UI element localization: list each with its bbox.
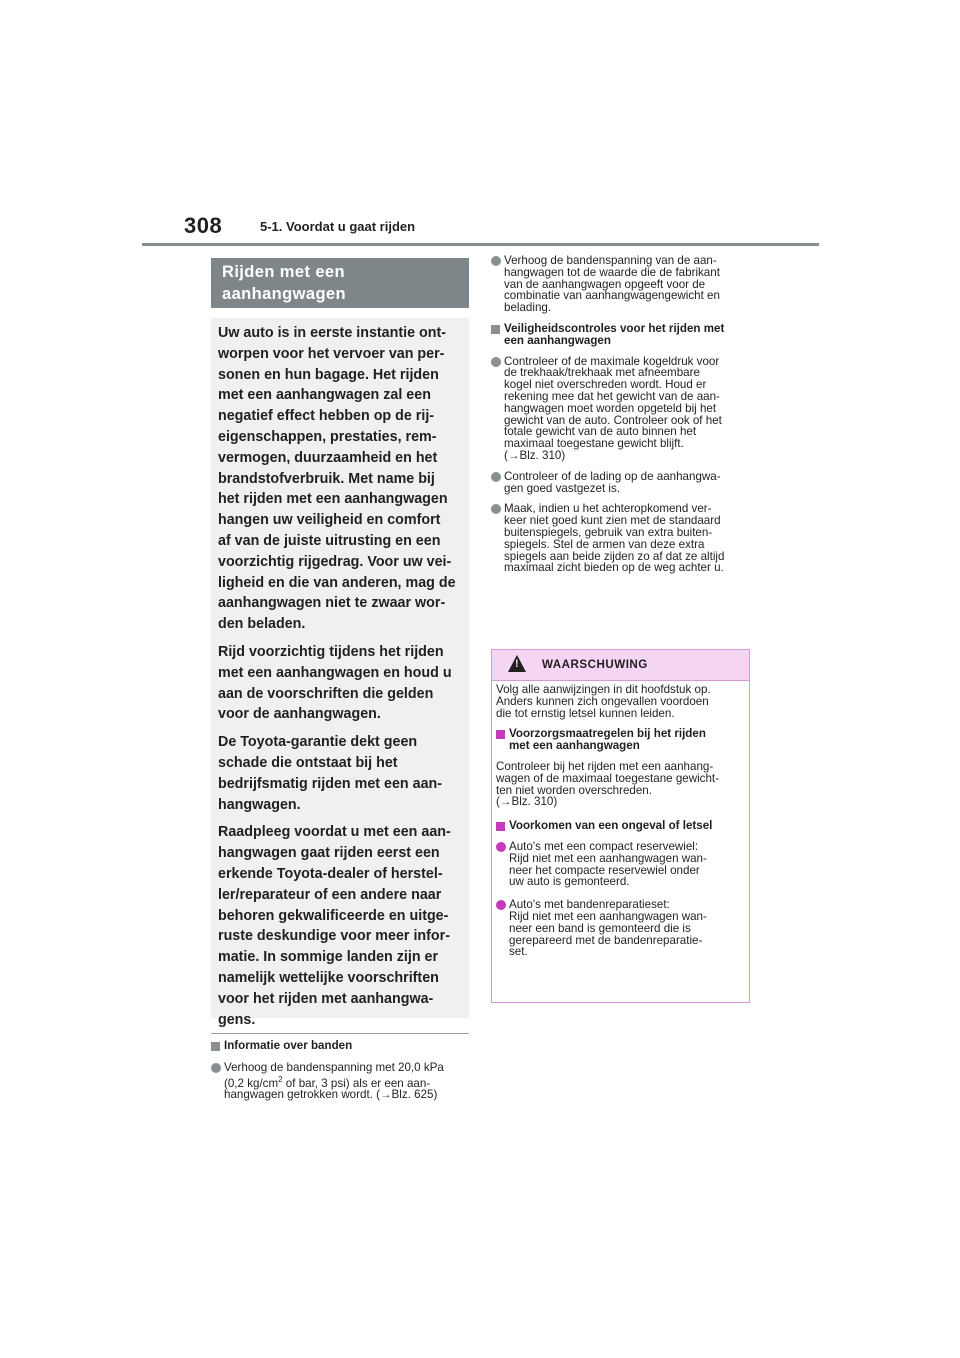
warning-text xyxy=(496,761,719,808)
bullet-item xyxy=(491,255,761,314)
intro-paragraph xyxy=(218,642,461,725)
intro-box xyxy=(211,318,469,1028)
safety-heading xyxy=(491,323,761,347)
intro-line: matie. In sommige landen zijn er xyxy=(218,949,439,966)
intro-line: negatief effect hebben op de rij- xyxy=(218,408,435,425)
text-line: spiegels aan beide zijden zo af dat ze altijd xyxy=(504,549,725,563)
text-line: met een aanhangwagen xyxy=(509,739,640,753)
round-bullet-icon xyxy=(491,357,501,367)
page-number: 308 xyxy=(184,213,223,238)
text-line: Rijd niet met een aanhangwagen wan- xyxy=(509,851,707,865)
intro-line: vermogen, duurzaamheid en het xyxy=(218,449,438,466)
section-heading xyxy=(211,258,469,308)
intro-line: voor het rijden met aanhangwa- xyxy=(218,990,434,1007)
superscript: 2 xyxy=(278,1074,283,1084)
section-label: 5-1. Voordat u gaat rijden xyxy=(260,219,416,234)
text-line: (→Blz. 310) xyxy=(504,448,566,462)
tyres-line: Verhoog de bandenspanning met 20,0 kPa xyxy=(224,1060,444,1074)
intro-line: Rijd voorzichtig tijdens het rijden xyxy=(218,643,444,660)
tyres-bullet xyxy=(211,1062,471,1101)
intro-line: hangwagen gaat rijden eerst een xyxy=(218,845,440,862)
bullet-item xyxy=(491,471,761,495)
warning-title: WAARSCHUWING xyxy=(542,658,648,671)
text-line: Voorkomen van een ongeval of letsel xyxy=(509,819,713,833)
round-bullet-icon xyxy=(491,256,501,266)
text-line: Auto's met een compact reservewiel: xyxy=(509,839,699,853)
text-line: rekening mee dat het gewicht van de aan- xyxy=(504,389,720,403)
intro-line: voor de aanhangwagen. xyxy=(218,706,381,723)
bullet-item xyxy=(491,356,761,462)
warning-header xyxy=(492,650,749,681)
square-bullet-icon xyxy=(496,730,505,739)
round-bullet-icon xyxy=(491,504,501,514)
intro-line: voorzichtig rijgedrag. Voor uw vei- xyxy=(218,553,452,570)
intro-line: behoren gekwalificeerde en uitge- xyxy=(218,907,449,924)
text-line: (→Blz. 310) xyxy=(496,795,558,809)
intro-line: eigenschappen, prestaties, rem- xyxy=(218,428,437,445)
text-line: buitenspiegels, gebruik van extra buiten- xyxy=(504,525,713,539)
square-bullet-icon xyxy=(211,1042,220,1051)
intro-line: namelijk wettelijke voorschriften xyxy=(218,969,439,986)
intro-line: hangen uw veiligheid en comfort xyxy=(218,512,441,529)
intro-paragraph xyxy=(218,732,461,815)
header-rule xyxy=(142,243,819,246)
intro-line: worpen voor het vervoer van per- xyxy=(218,345,445,362)
intro-line: af van de juiste uitrusting en een xyxy=(218,532,441,549)
tyres-line: hangwagen getrokken wordt. (→Blz. 625) xyxy=(224,1088,438,1102)
tyres-line-part: of bar, 3 psi) als er een aan- xyxy=(282,1076,431,1090)
intro-line: Uw auto is in eerste instantie ont- xyxy=(218,325,446,341)
text-line: Controleer bij het rijden met een aanhang- xyxy=(496,759,714,773)
warning-triangle-icon xyxy=(508,655,526,672)
text-line: maximaal toegestane gewicht blijft. xyxy=(504,437,684,451)
text-line: neer een band is gemonteerd die is xyxy=(509,921,691,935)
text-line: een aanhangwagen xyxy=(504,333,611,347)
bullet-item xyxy=(491,503,761,574)
text-line: gerepareerd met de bandenreparatie- xyxy=(509,933,703,947)
intro-line: erkende Toyota-dealer of herstel- xyxy=(218,865,443,882)
text-line: keer niet goed kunt zien met de standaard xyxy=(504,514,721,528)
text-line: Auto's met bandenreparatieset: xyxy=(509,898,670,912)
text-line: van de aanhangwagen opgeeft voor de xyxy=(504,277,706,291)
intro-line: den beladen. xyxy=(218,616,306,633)
text-line: hangwagen tot de waarde die de fabrikant xyxy=(504,265,720,279)
text-line: Maak, indien u het achteropkomend ver- xyxy=(504,502,712,516)
warning-body xyxy=(496,684,719,958)
text-line: Verhoog de bandenspanning van de aan- xyxy=(504,254,717,267)
intro-line: ler/reparateur of een andere naar xyxy=(218,886,442,903)
intro-line: brandstofverbruik. Met name bij xyxy=(218,470,435,487)
text-line: Volg alle aanwijzingen in dit hoofdstuk op. xyxy=(496,683,711,696)
tyres-line-part: (0,2 kg/cm xyxy=(224,1076,279,1090)
text-line: Voorzorgsmaatregelen bij het rijden xyxy=(509,727,706,741)
section-heading-line: Rijden met een xyxy=(222,263,345,281)
text-line: totale gewicht van de auto binnen het xyxy=(504,425,697,439)
text-line: uw auto is gemonteerd. xyxy=(509,875,630,889)
intro-line: De Toyota-garantie dekt geen xyxy=(218,734,418,751)
intro-line: sonen en hun bagage. Het rijden xyxy=(218,366,439,383)
text-line: ten niet worden overschreden. xyxy=(496,783,652,797)
text-line: Controleer of de maximale kogeldruk voor xyxy=(504,354,720,368)
warning-intro xyxy=(496,684,719,719)
section-heading-line: aanhangwagen xyxy=(222,285,346,303)
text-line: Rijd niet met een aanhangwagen wan- xyxy=(509,909,707,923)
text-line: gewicht van de auto. Controleer ook of het xyxy=(504,413,722,427)
warning-heading xyxy=(496,820,719,832)
round-bullet-icon xyxy=(496,900,506,910)
intro-line: hangwagen. xyxy=(218,796,301,813)
warning-box xyxy=(491,649,750,1003)
square-bullet-icon xyxy=(491,325,500,334)
round-bullet-icon xyxy=(491,472,501,482)
text-line: combinatie van aanhangwagengewicht en xyxy=(504,289,720,303)
intro-line: gens. xyxy=(218,1011,256,1028)
intro-line: het rijden met een aanhangwagen xyxy=(218,491,448,508)
square-bullet-icon xyxy=(496,822,505,831)
intro-line: bedrijfsmatig rijden met een aan- xyxy=(218,775,443,792)
tyres-heading xyxy=(211,1040,471,1052)
round-bullet-icon xyxy=(211,1063,221,1073)
text-line: maximaal zicht bieden op de weg achter u. xyxy=(504,561,724,575)
divider xyxy=(211,1033,469,1034)
warning-heading xyxy=(496,728,719,752)
warning-bullet xyxy=(496,841,719,888)
intro-paragraph xyxy=(218,323,461,635)
text-line: kogel niet overschreden wordt. Houd er xyxy=(504,378,707,392)
intro-line: aanhangwagen niet te zwaar wor- xyxy=(218,595,446,612)
intro-line: ligheid en die van anderen, mag de xyxy=(218,574,456,591)
exclamation-glyph: ! xyxy=(515,658,519,670)
text-line: Controleer of de lading op de aanhangwa- xyxy=(504,469,721,483)
text-line: neer het compacte reservewiel onder xyxy=(509,863,700,877)
tyres-section xyxy=(211,1040,471,1101)
text-line: set. xyxy=(509,945,528,959)
intro-line: met een aanhangwagen en houd u xyxy=(218,664,452,681)
text-line: hangwagen moet worden opgeteld bij het xyxy=(504,401,717,415)
text-line: belading. xyxy=(504,301,552,315)
intro-line: ruste deskundige voor meer infor- xyxy=(218,928,450,945)
text-line: gen goed vastgezet is. xyxy=(504,481,621,495)
intro-line: Raadpleeg voordat u met een aan- xyxy=(218,824,451,841)
tyres-heading-text: Informatie over banden xyxy=(224,1039,353,1052)
text-line: Veiligheidscontroles voor het rijden met xyxy=(504,321,725,335)
round-bullet-icon xyxy=(496,842,506,852)
text-line: Anders kunnen zich ongevallen voordoen xyxy=(496,694,709,708)
intro-line: aan de voorschriften die gelden xyxy=(218,685,434,702)
text-line: wagen of de maximaal toegestane gewicht- xyxy=(496,771,719,785)
intro-paragraph xyxy=(218,822,461,1030)
text-line: de trekhaak/trekhaak met afneembare xyxy=(504,366,700,380)
text-line: die tot ernstig letsel kunnen leiden. xyxy=(496,706,675,720)
text-line: spiegels. Stel de armen van deze extra xyxy=(504,537,705,551)
warning-bullet xyxy=(496,899,719,958)
intro-line: met een aanhangwagen zal een xyxy=(218,387,431,404)
right-column xyxy=(491,255,761,574)
intro-line: schade die ontstaat bij het xyxy=(218,754,398,771)
